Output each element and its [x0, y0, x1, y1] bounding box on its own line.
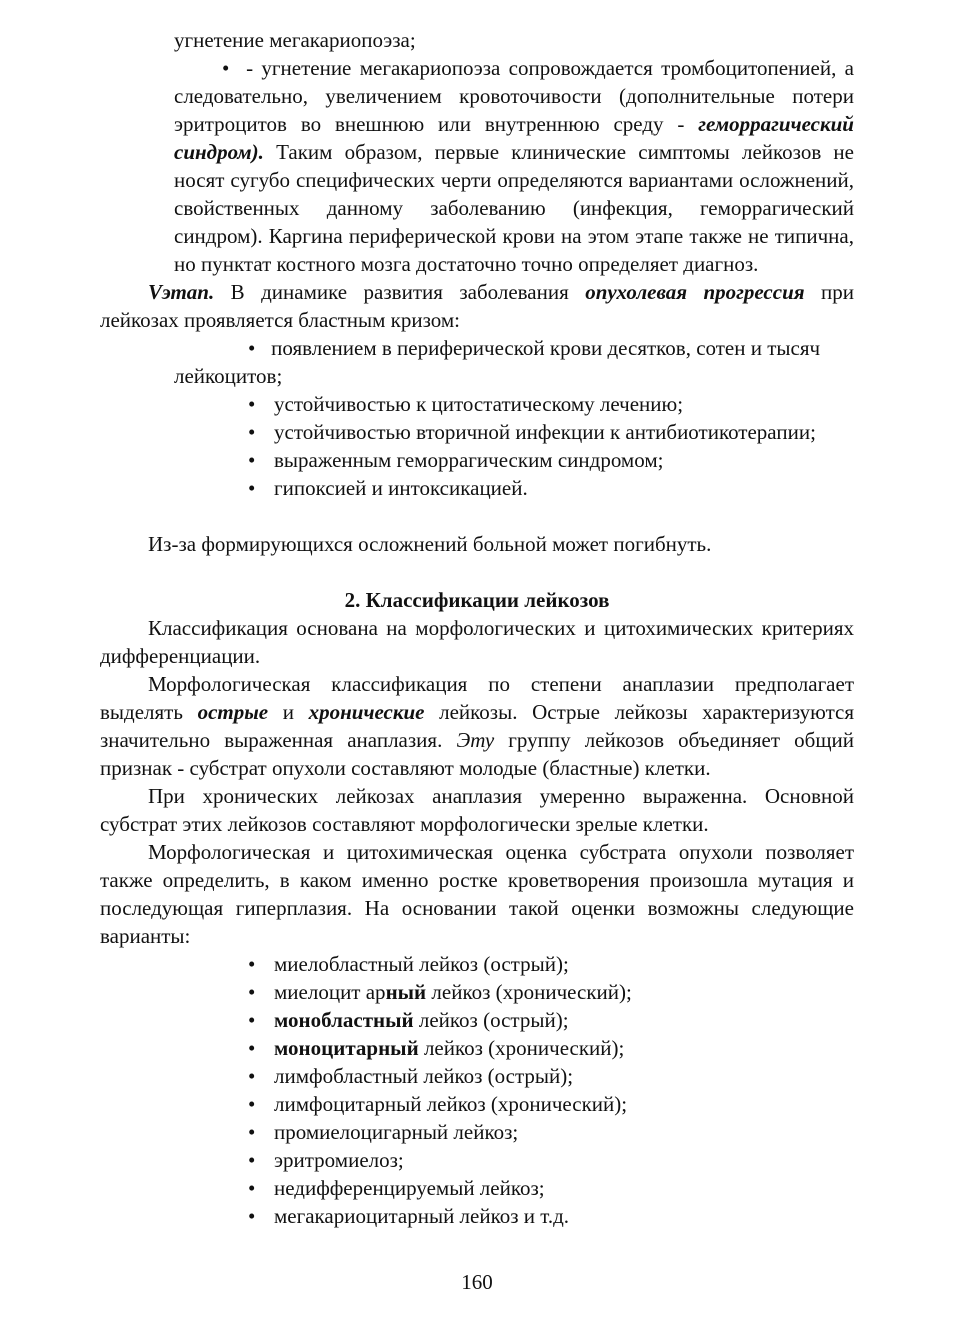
- list-item-text: выраженным геморрагическим синдромом;: [274, 448, 664, 472]
- list-item-text: эритромиелоз;: [274, 1148, 404, 1172]
- list-item: • лимфобластный лейкоз (острый);: [248, 1064, 574, 1088]
- list-item-text: миелоцит ар: [274, 980, 386, 1004]
- list-item: • промиелоцигарный лейкоз;: [248, 1120, 519, 1144]
- text-segment: группу лейкозов объединяет общий признак - субстрат опухоли составляют молодые (бластные) клетки.: [100, 728, 854, 780]
- text-segment: Морфологическая классификация по степени анаплазии предполагает выделять: [100, 672, 854, 724]
- list-item: • появлением в периферической крови десятков, сотен и тысяч лейкоцитов;: [174, 336, 821, 388]
- list-item: • устойчивостью к цитостатическому лечению;: [248, 392, 684, 416]
- list-item-text: устойчивостью к цитостатическому лечению;: [274, 392, 684, 416]
- list-item: • моноцитарный лейкоз (хронический);: [248, 1036, 625, 1060]
- paragraph-classification: Классификация основана на морфологических и цитохимических критериях дифференциации.: [100, 616, 854, 668]
- list-item-text: лимфоцитарный лейкоз (хронический);: [274, 1092, 628, 1116]
- list-item: • миелобластный лейкоз (острый);: [248, 952, 569, 976]
- list-item-bold: монобластный: [274, 1008, 414, 1032]
- paragraph-stage-5: [100, 278, 854, 334]
- page-content: [100, 26, 854, 1230]
- list-item-text: лейкоз (хронический);: [418, 1036, 625, 1060]
- paragraph-morphological: [100, 670, 854, 782]
- blast-crisis-list: [100, 334, 854, 502]
- text-segment: - угнетение мегакариопоэза сопровождается тромбоцитопенией, а следовательно, увеличением кровоточивости (дополнительные потери эритроцитов во внешнюю или внутреннюю среду -: [174, 56, 854, 136]
- section-heading: 2. Классификации лейкозов: [344, 588, 610, 612]
- text-segment: лейкозы. Острые лейкозы характеризуются значительно выраженная анаплазия.: [100, 700, 854, 752]
- paragraph-chronic: При хронических лейкозах анаплазия умеренно выраженна. Основной субстрат этих лейкозов составляют морфологически зрелые клетки.: [100, 784, 854, 836]
- leukemia-variants-list: [100, 950, 854, 1230]
- list-item-text: миелобластный лейкоз (острый);: [274, 952, 569, 976]
- list-item-text: недифференцируемый лейкоз;: [274, 1176, 545, 1200]
- list-item: • недифференцируемый лейкоз;: [248, 1176, 545, 1200]
- paragraph-cytochemical: Морфологическая и цитохимическая оценка субстрата опухоли позволяет также определить, в каком именно ростке кроветворения произошла мутация и последующая гиперплазия. На основании такой оценки возможны следующие варианты:: [100, 840, 854, 948]
- text-segment: Таким образом, первые клинические симптомы лейкозов не носят сугубо специфических черти определяются вариантами осложнений, свойственных данному заболеванию (инфекция, геморрагический синдром). Каргина периферической крови на этом этапе также не типична, но пунктат костного мозга достаточно точно определяет диагноз.: [174, 140, 854, 276]
- text-segment: и: [268, 700, 309, 724]
- emphasis-word: Эту: [456, 728, 495, 752]
- term-hemorrhagic-syndrome: геморрагический синдром).: [174, 112, 854, 164]
- list-item: • монобластный лейкоз (острый);: [248, 1008, 569, 1032]
- list-item-text: промиелоцигарный лейкоз;: [274, 1120, 519, 1144]
- stage-label: Vэтап.: [148, 280, 215, 304]
- list-item-bold: ный: [385, 980, 427, 1004]
- list-item-text: мегакариоцитарный лейкоз и т.д.: [274, 1204, 570, 1228]
- term-tumor-progression: опухолевая прогрессия: [585, 280, 805, 304]
- page-number: 160: [461, 1270, 493, 1294]
- list-item: • гипоксией и интоксикацией.: [248, 476, 528, 500]
- term-chronic: хронические: [308, 700, 425, 724]
- list-item: • миелоцит арный лейкоз (хронический);: [248, 980, 632, 1004]
- paragraph-thrombocytopenia: [100, 54, 854, 278]
- paragraph-conclusion: Из-за формирующихся осложнений больной может погибнуть.: [148, 532, 712, 556]
- list-item-text: появлением в периферической крови десятков, сотен и тысяч лейкоцитов;: [174, 336, 821, 388]
- list-item-text: лимфобластный лейкоз (острый);: [274, 1064, 574, 1088]
- list-item-text: лейкоз (хронический);: [426, 980, 632, 1004]
- term-acute: острые: [197, 700, 269, 724]
- list-item: • эритромиелоз;: [248, 1148, 404, 1172]
- list-item: • лимфоцитарный лейкоз (хронический);: [248, 1092, 628, 1116]
- text-segment: В динамике развития заболевания: [214, 280, 586, 304]
- spacer: [100, 502, 854, 530]
- list-item-bold: моноцитарный: [274, 1036, 419, 1060]
- list-item: • выраженным геморрагическим синдромом;: [248, 448, 664, 472]
- list-item: • мегакариоцитарный лейкоз и т.д.: [248, 1204, 570, 1228]
- spacer: [100, 558, 854, 586]
- text-segment: при лейкозах проявляется бластным кризом:: [100, 280, 854, 332]
- line-megakaryopoiesis: угнетение мегакариопоэза;: [174, 28, 416, 52]
- list-item-text: лейкоз (острый);: [413, 1008, 569, 1032]
- bullet-glyph: •: [222, 56, 230, 80]
- list-item: • устойчивостью вторичной инфекции к антибиотикотерапии;: [248, 420, 816, 444]
- list-item-text: устойчивостью вторичной инфекции к антибиотикотерапии;: [274, 420, 816, 444]
- list-item-text: гипоксией и интоксикацией.: [274, 476, 528, 500]
